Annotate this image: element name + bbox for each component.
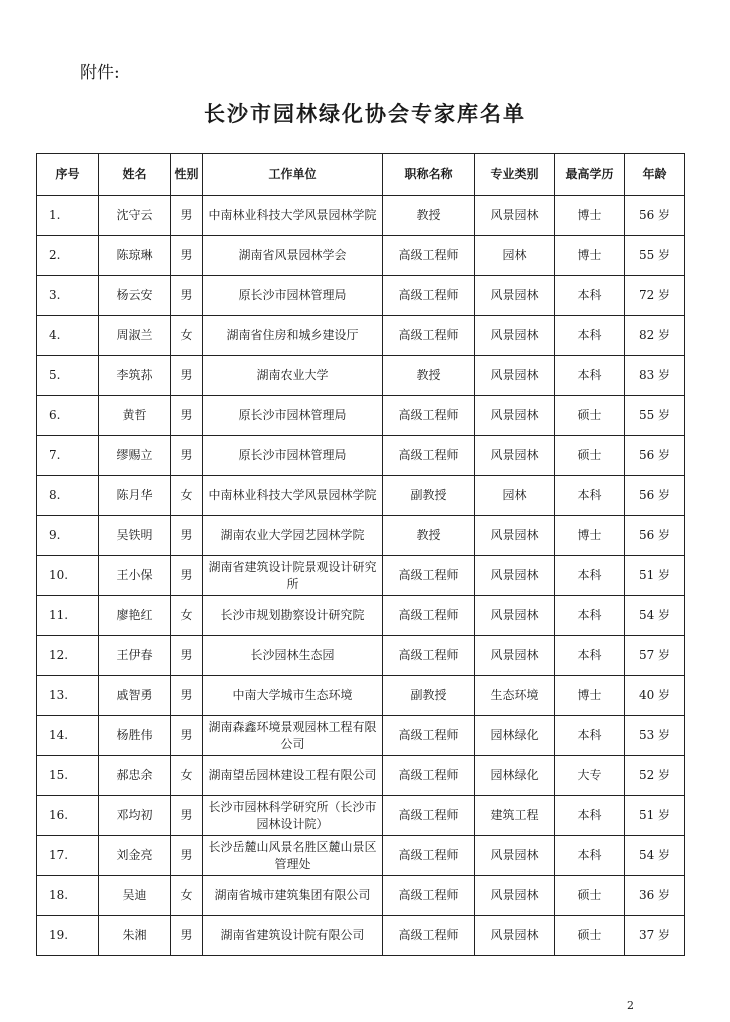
- cell-specialty: 风景园林: [475, 276, 555, 316]
- table-row: [37, 756, 685, 796]
- cell-seq: 2.: [37, 236, 99, 276]
- cell-title: 高级工程师: [383, 276, 475, 316]
- cell-education: 硕士: [555, 876, 625, 916]
- cell-specialty: 建筑工程: [475, 796, 555, 836]
- cell-gender: 男: [171, 356, 203, 396]
- cell-specialty: 风景园林: [475, 596, 555, 636]
- cell-workplace: 长沙园林生态园: [203, 636, 383, 676]
- cell-education: 硕士: [555, 396, 625, 436]
- cell-gender: 男: [171, 796, 203, 836]
- cell-age: 55 岁: [625, 236, 685, 276]
- table-row: [37, 836, 685, 876]
- cell-education: 博士: [555, 516, 625, 556]
- table-row: [37, 636, 685, 676]
- cell-age: 53 岁: [625, 716, 685, 756]
- cell-gender: 男: [171, 716, 203, 756]
- cell-age: 51 岁: [625, 556, 685, 596]
- table-row: [37, 316, 685, 356]
- cell-title: 高级工程师: [383, 916, 475, 956]
- cell-education: 本科: [555, 716, 625, 756]
- cell-workplace: 湖南农业大学: [203, 356, 383, 396]
- cell-name: 刘金亮: [99, 836, 171, 876]
- cell-specialty: 园林: [475, 476, 555, 516]
- cell-workplace: 长沙市园林科学研究所（长沙市园林设计院）: [203, 796, 383, 836]
- cell-workplace: 长沙岳麓山风景名胜区麓山景区管理处: [203, 836, 383, 876]
- cell-seq: 3.: [37, 276, 99, 316]
- cell-education: 博士: [555, 676, 625, 716]
- cell-age: 82 岁: [625, 316, 685, 356]
- cell-workplace: 中南林业科技大学风景园林学院: [203, 196, 383, 236]
- cell-age: 52 岁: [625, 756, 685, 796]
- cell-seq: 19.: [37, 916, 99, 956]
- cell-age: 51 岁: [625, 796, 685, 836]
- cell-name: 陈月华: [99, 476, 171, 516]
- cell-name: 郝忠余: [99, 756, 171, 796]
- table-row: [37, 676, 685, 716]
- header-title: 职称名称: [383, 154, 475, 196]
- header-seq: 序号: [37, 154, 99, 196]
- cell-seq: 17.: [37, 836, 99, 876]
- cell-name: 吴迪: [99, 876, 171, 916]
- cell-age: 56 岁: [625, 516, 685, 556]
- cell-education: 大专: [555, 756, 625, 796]
- cell-name: 邓均初: [99, 796, 171, 836]
- cell-age: 56 岁: [625, 436, 685, 476]
- cell-workplace: 湖南省城市建筑集团有限公司: [203, 876, 383, 916]
- cell-age: 72 岁: [625, 276, 685, 316]
- cell-title: 教授: [383, 356, 475, 396]
- table-row: [37, 596, 685, 636]
- cell-name: 黄哲: [99, 396, 171, 436]
- cell-name: 王伊春: [99, 636, 171, 676]
- cell-gender: 女: [171, 316, 203, 356]
- cell-name: 陈琼琳: [99, 236, 171, 276]
- table-row: [37, 276, 685, 316]
- cell-title: 高级工程师: [383, 636, 475, 676]
- cell-education: 硕士: [555, 916, 625, 956]
- cell-title: 高级工程师: [383, 436, 475, 476]
- cell-education: 博士: [555, 236, 625, 276]
- header-name: 姓名: [99, 154, 171, 196]
- cell-specialty: 风景园林: [475, 836, 555, 876]
- cell-seq: 13.: [37, 676, 99, 716]
- cell-gender: 男: [171, 516, 203, 556]
- cell-specialty: 风景园林: [475, 556, 555, 596]
- cell-specialty: 风景园林: [475, 916, 555, 956]
- cell-age: 54 岁: [625, 836, 685, 876]
- cell-workplace: 湖南省建筑设计院景观设计研究所: [203, 556, 383, 596]
- cell-gender: 男: [171, 916, 203, 956]
- document-title: 长沙市园林绿化协会专家库名单: [204, 101, 526, 126]
- cell-seq: 4.: [37, 316, 99, 356]
- cell-age: 56 岁: [625, 196, 685, 236]
- table-row: [37, 476, 685, 516]
- cell-seq: 14.: [37, 716, 99, 756]
- cell-seq: 7.: [37, 436, 99, 476]
- cell-specialty: 风景园林: [475, 516, 555, 556]
- cell-title: 高级工程师: [383, 876, 475, 916]
- cell-workplace: 中南林业科技大学风景园林学院: [203, 476, 383, 516]
- cell-title: 高级工程师: [383, 796, 475, 836]
- cell-title: 高级工程师: [383, 556, 475, 596]
- cell-age: 40 岁: [625, 676, 685, 716]
- cell-title: 教授: [383, 516, 475, 556]
- cell-title: 教授: [383, 196, 475, 236]
- cell-education: 本科: [555, 556, 625, 596]
- cell-workplace: 湖南望岳园林建设工程有限公司: [203, 756, 383, 796]
- cell-gender: 女: [171, 596, 203, 636]
- cell-workplace: 湖南农业大学园艺园林学院: [203, 516, 383, 556]
- cell-education: 本科: [555, 476, 625, 516]
- expert-roster-table: [36, 153, 685, 956]
- cell-gender: 男: [171, 556, 203, 596]
- cell-title: 高级工程师: [383, 716, 475, 756]
- cell-gender: 男: [171, 676, 203, 716]
- cell-title: 高级工程师: [383, 396, 475, 436]
- cell-education: 本科: [555, 796, 625, 836]
- cell-seq: 11.: [37, 596, 99, 636]
- cell-education: 本科: [555, 636, 625, 676]
- cell-workplace: 原长沙市园林管理局: [203, 436, 383, 476]
- cell-seq: 15.: [37, 756, 99, 796]
- cell-name: 王小保: [99, 556, 171, 596]
- cell-workplace: 湖南省风景园林学会: [203, 236, 383, 276]
- table-row: [37, 196, 685, 236]
- cell-title: 高级工程师: [383, 836, 475, 876]
- cell-title: 副教授: [383, 476, 475, 516]
- table-row: [37, 436, 685, 476]
- cell-gender: 男: [171, 396, 203, 436]
- cell-specialty: 风景园林: [475, 396, 555, 436]
- cell-name: 朱湘: [99, 916, 171, 956]
- header-education: 最高学历: [555, 154, 625, 196]
- cell-seq: 6.: [37, 396, 99, 436]
- header-row: [37, 154, 685, 196]
- cell-education: 本科: [555, 836, 625, 876]
- cell-gender: 女: [171, 476, 203, 516]
- cell-name: 廖艳红: [99, 596, 171, 636]
- cell-name: 沈守云: [99, 196, 171, 236]
- cell-name: 周淑兰: [99, 316, 171, 356]
- table-row: [37, 796, 685, 836]
- cell-specialty: 风景园林: [475, 636, 555, 676]
- table-row: [37, 396, 685, 436]
- cell-name: 缪赐立: [99, 436, 171, 476]
- cell-workplace: 原长沙市园林管理局: [203, 276, 383, 316]
- cell-workplace: 湖南省建筑设计院有限公司: [203, 916, 383, 956]
- cell-gender: 男: [171, 276, 203, 316]
- cell-gender: 女: [171, 756, 203, 796]
- table-row: [37, 716, 685, 756]
- cell-name: 吴铁明: [99, 516, 171, 556]
- header-age: 年龄: [625, 154, 685, 196]
- cell-name: 李筑荪: [99, 356, 171, 396]
- cell-specialty: 风景园林: [475, 356, 555, 396]
- cell-seq: 16.: [37, 796, 99, 836]
- cell-seq: 1.: [37, 196, 99, 236]
- cell-education: 本科: [555, 356, 625, 396]
- table-row: [37, 236, 685, 276]
- table-row: [37, 556, 685, 596]
- cell-workplace: 湖南森鑫环境景观园林工程有限公司: [203, 716, 383, 756]
- cell-specialty: 生态环境: [475, 676, 555, 716]
- cell-workplace: 长沙市规划勘察设计研究院: [203, 596, 383, 636]
- cell-name: 杨云安: [99, 276, 171, 316]
- cell-specialty: 园林: [475, 236, 555, 276]
- cell-name: 戚智勇: [99, 676, 171, 716]
- cell-education: 本科: [555, 316, 625, 356]
- cell-gender: 男: [171, 436, 203, 476]
- cell-workplace: 湖南省住房和城乡建设厅: [203, 316, 383, 356]
- cell-specialty: 风景园林: [475, 876, 555, 916]
- header-workplace: 工作单位: [203, 154, 383, 196]
- page-number: 2: [627, 999, 634, 1012]
- cell-seq: 10.: [37, 556, 99, 596]
- cell-education: 本科: [555, 276, 625, 316]
- cell-seq: 18.: [37, 876, 99, 916]
- cell-age: 56 岁: [625, 476, 685, 516]
- cell-education: 博士: [555, 196, 625, 236]
- cell-gender: 男: [171, 196, 203, 236]
- cell-specialty: 风景园林: [475, 316, 555, 356]
- cell-specialty: 园林绿化: [475, 756, 555, 796]
- cell-seq: 9.: [37, 516, 99, 556]
- cell-title: 高级工程师: [383, 236, 475, 276]
- cell-specialty: 风景园林: [475, 196, 555, 236]
- cell-workplace: 原长沙市园林管理局: [203, 396, 383, 436]
- table-row: [37, 356, 685, 396]
- cell-name: 杨胜伟: [99, 716, 171, 756]
- cell-specialty: 园林绿化: [475, 716, 555, 756]
- cell-seq: 5.: [37, 356, 99, 396]
- cell-seq: 8.: [37, 476, 99, 516]
- table-row: [37, 516, 685, 556]
- table-row: [37, 876, 685, 916]
- cell-title: 副教授: [383, 676, 475, 716]
- cell-gender: 男: [171, 836, 203, 876]
- cell-age: 54 岁: [625, 596, 685, 636]
- cell-title: 高级工程师: [383, 596, 475, 636]
- header-gender: 性别: [171, 154, 203, 196]
- cell-title: 高级工程师: [383, 756, 475, 796]
- cell-gender: 男: [171, 636, 203, 676]
- cell-age: 57 岁: [625, 636, 685, 676]
- cell-gender: 女: [171, 876, 203, 916]
- cell-age: 55 岁: [625, 396, 685, 436]
- cell-seq: 12.: [37, 636, 99, 676]
- cell-education: 硕士: [555, 436, 625, 476]
- cell-age: 36 岁: [625, 876, 685, 916]
- cell-title: 高级工程师: [383, 316, 475, 356]
- header-specialty: 专业类别: [475, 154, 555, 196]
- attachment-label: 附件:: [80, 63, 120, 83]
- cell-specialty: 风景园林: [475, 436, 555, 476]
- table-row: [37, 916, 685, 956]
- cell-education: 本科: [555, 596, 625, 636]
- cell-gender: 男: [171, 236, 203, 276]
- cell-age: 37 岁: [625, 916, 685, 956]
- cell-age: 83 岁: [625, 356, 685, 396]
- cell-workplace: 中南大学城市生态环境: [203, 676, 383, 716]
